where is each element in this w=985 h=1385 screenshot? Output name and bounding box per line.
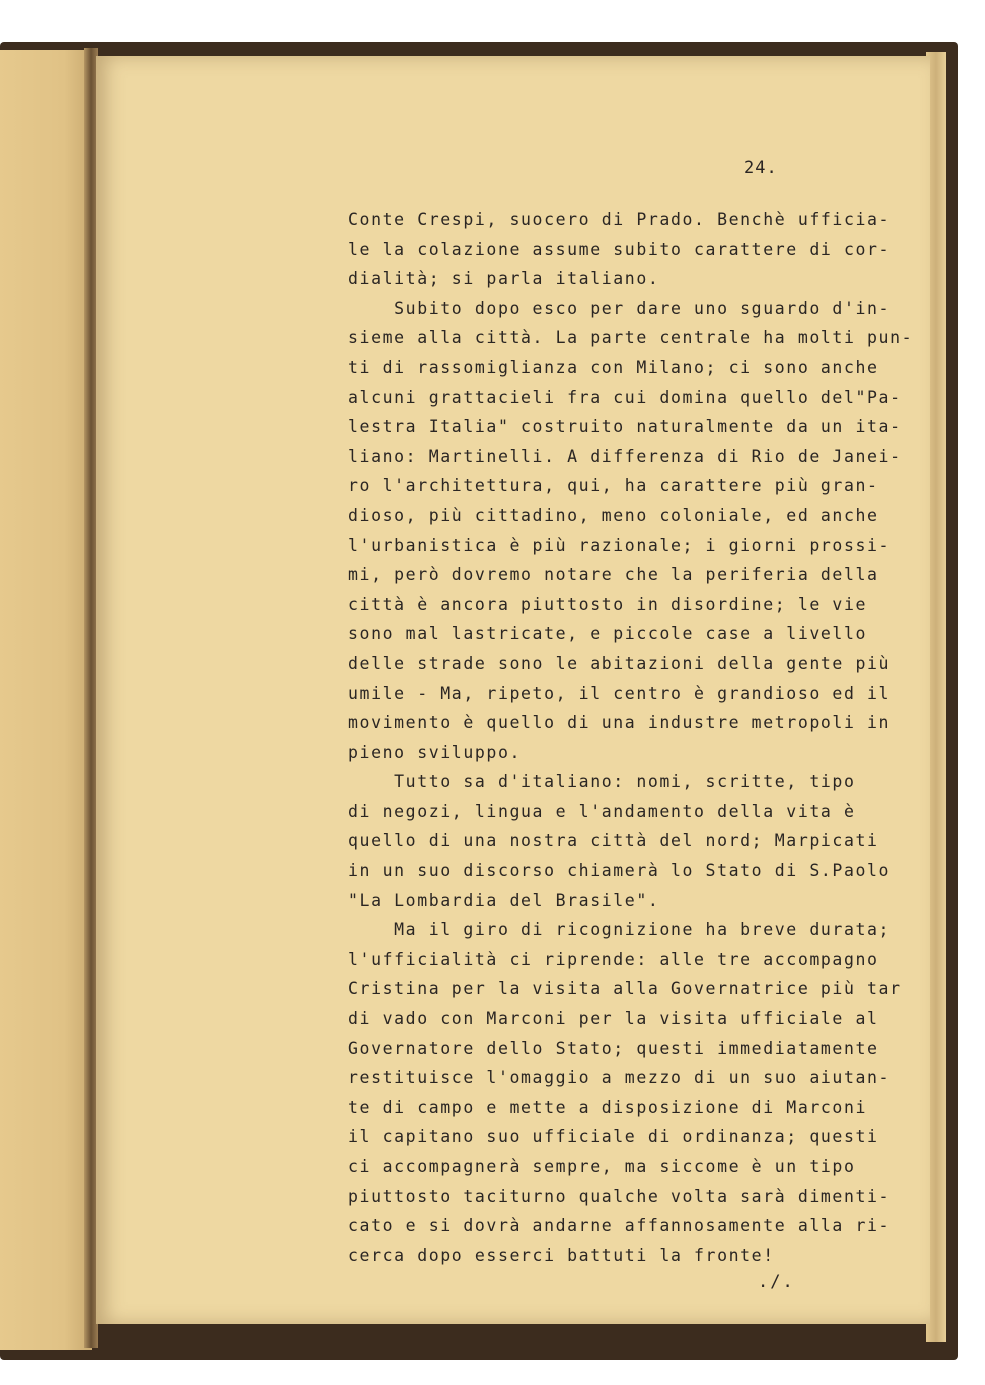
text-line: quello di una nostra città del nord; Marpicati xyxy=(348,831,879,851)
continuation-mark: ./. xyxy=(758,1272,795,1292)
text-line: il capitano suo ufficiale di ordinanza; questi xyxy=(348,1127,879,1147)
text-line: Tutto sa d'italiano: nomi, scritte, tipo xyxy=(348,772,856,792)
text-line: lestra Italia" costruito naturalmente da un ita- xyxy=(348,417,902,437)
text-line: ti di rassomiglianza con Milano; ci sono anche xyxy=(348,357,879,377)
text-line: restituisce l'omaggio a mezzo di un suo aiutan- xyxy=(348,1068,891,1088)
text-line: l'urbanistica è più razionale; i giorni prossi- xyxy=(348,535,891,555)
text-line: le la colazione assume subito carattere di cor- xyxy=(348,239,891,259)
text-line: "La Lombardia del Brasile". xyxy=(348,890,660,910)
text-line: cerca dopo esserci battuti la fronte! xyxy=(348,1245,775,1265)
text-line: città è ancora piuttosto in disordine; le vie xyxy=(348,594,868,614)
text-line: umile - Ma, ripeto, il centro è grandioso ed il xyxy=(348,683,891,703)
text-line: dialità; si parla italiano. xyxy=(348,269,660,289)
text-line: Ma il giro di ricognizione ha breve durata; xyxy=(348,920,891,940)
text-line: ci accompagnerà sempre, ma siccome è un tipo xyxy=(348,1157,856,1176)
text-line: Cristina per la visita alla Governatrice più tar xyxy=(348,979,902,999)
text-line: delle strade sono le abitazioni della gente più xyxy=(348,653,891,673)
text-line: di vado con Marconi per la visita ufficiale al xyxy=(348,1009,879,1029)
text-line: liano: Martinelli. A differenza di Rio de Janei- xyxy=(348,446,902,466)
text-line: l'ufficialità ci riprende: alle tre accompagno xyxy=(348,949,879,969)
typewritten-text xyxy=(348,205,914,1270)
text-line: Conte Crespi, suocero di Prado. Benchè ufficia- xyxy=(348,210,891,229)
text-line: in un suo discorso chiamerà lo Stato di S.Paolo xyxy=(348,861,891,881)
text-line: piuttosto taciturno qualche volta sarà dimenti- xyxy=(348,1186,891,1206)
text-line: Governatore dello Stato; questi immediatamente xyxy=(348,1038,879,1058)
left-page xyxy=(0,50,92,1350)
text-line: cato e si dovrà andarne affannosamente alla ri- xyxy=(348,1216,891,1236)
text-line: ro l'architettura, qui, ha carattere più gran- xyxy=(348,476,879,496)
text-line: movimento è quello di una industre metropoli in xyxy=(348,713,891,733)
page-number: 24. xyxy=(744,158,778,178)
text-line: Subito dopo esco per dare uno sguardo d'in- xyxy=(348,298,891,318)
text-line: dioso, più cittadino, meno coloniale, ed anche xyxy=(348,505,879,525)
text-line: pieno sviluppo. xyxy=(348,742,522,762)
text-line: sono mal lastricate, e piccole case a livello xyxy=(348,624,868,644)
text-line: di negozi, lingua e l'andamento della vita è xyxy=(348,801,856,821)
text-line: sieme alla città. La parte centrale ha molti pun- xyxy=(348,328,914,348)
text-line: te di campo e mette a disposizione di Marconi xyxy=(348,1097,868,1117)
text-line: mi, però dovremo notare che la periferia della xyxy=(348,565,879,585)
text-line: alcuni grattacieli fra cui domina quello del"Pa- xyxy=(348,387,902,407)
